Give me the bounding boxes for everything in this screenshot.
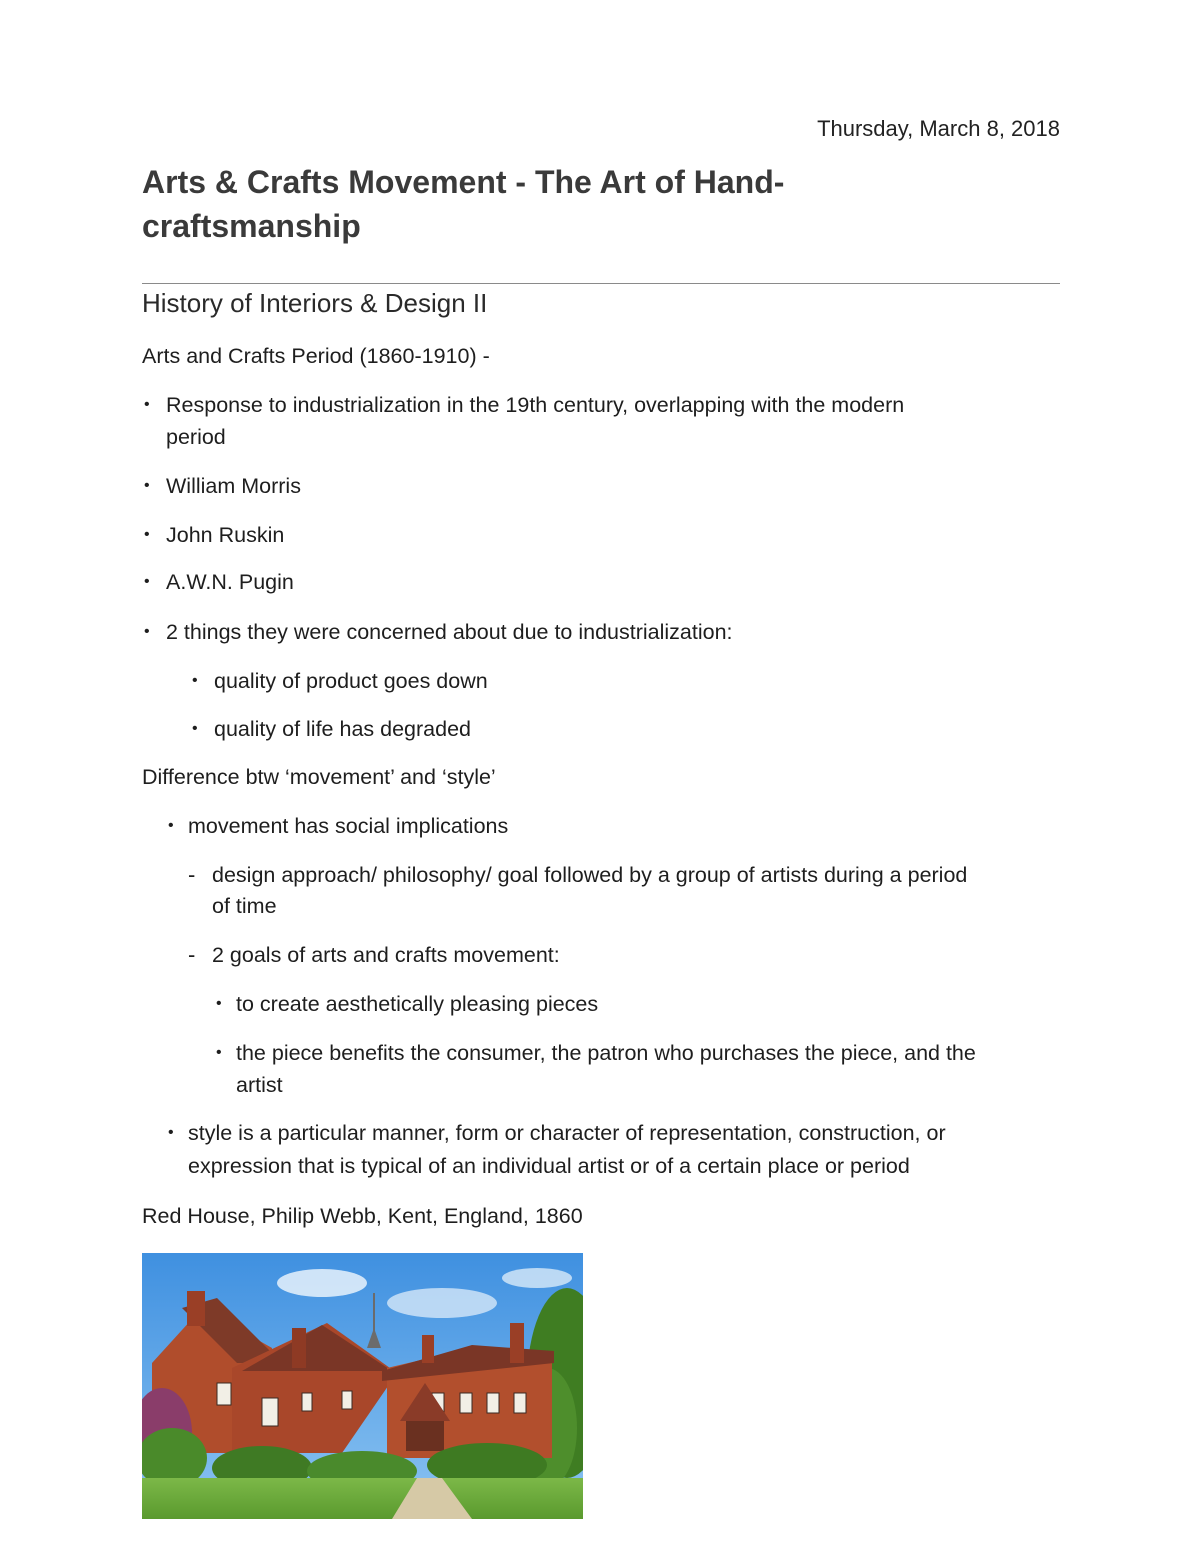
red-house-photo: [142, 1253, 583, 1519]
period-heading: Arts and Crafts Period (1860-1910) -: [142, 344, 490, 368]
list-item-style-line1: style is a particular manner, form or character of representation, construction, or: [188, 1121, 946, 1145]
red-house-caption: Red House, Philip Webb, Kent, England, 1860: [142, 1204, 583, 1228]
list-item-concerns: 2 things they were concerned about due to industrialization:: [166, 620, 733, 644]
page-title: [142, 160, 1042, 248]
document-date: Thursday, March 8, 2018: [817, 116, 1060, 141]
title-divider: [142, 283, 1060, 284]
dash-item-design-approach-line1: design approach/ philosophy/ goal followed by a group of artists during a period: [212, 863, 968, 887]
sub-item-goal-benefits-line1: the piece benefits the consumer, the patron who purchases the piece, and the: [236, 1041, 976, 1065]
bullet-marker: •: [216, 995, 222, 1012]
bullet-marker: •: [192, 672, 198, 689]
list-item-style-line2: expression that is typical of an individual artist or of a certain place or period: [188, 1154, 910, 1178]
sub-item-quality-product: quality of product goes down: [214, 669, 488, 693]
list-item-response-line2: period: [166, 425, 226, 449]
sub-item-goal-aesthetic: to create aesthetically pleasing pieces: [236, 992, 599, 1016]
section-subtitle: History of Interiors & Design II: [142, 288, 488, 318]
bullet-marker: •: [144, 477, 150, 494]
title-line-1: Arts & Crafts Movement - The Art of Hand-: [142, 164, 785, 200]
dash-item-design-approach-line2: of time: [212, 894, 277, 918]
bullet-marker: •: [216, 1044, 222, 1061]
bullet-marker: •: [144, 396, 150, 413]
list-item-john-ruskin: John Ruskin: [166, 523, 285, 547]
dash-marker: -: [188, 862, 196, 887]
bullet-marker: •: [192, 720, 198, 737]
list-item-pugin: A.W.N. Pugin: [166, 570, 294, 594]
bullet-marker: •: [168, 1124, 174, 1141]
list-item-response-line1: Response to industrialization in the 19th century, overlapping with the modern: [166, 393, 905, 417]
list-item-movement: movement has social implications: [188, 814, 509, 838]
bullet-marker: •: [144, 526, 150, 543]
difference-heading: Difference btw ‘movement’ and ‘style’: [142, 765, 496, 789]
sub-item-quality-life: quality of life has degraded: [214, 717, 471, 741]
title-line-2: craftsmanship: [142, 208, 361, 244]
sub-item-goal-benefits-line2: artist: [236, 1073, 283, 1097]
dash-marker: -: [188, 942, 196, 967]
bullet-marker: •: [144, 573, 150, 590]
bullet-marker: •: [168, 817, 174, 834]
list-item-william-morris: William Morris: [166, 474, 301, 498]
dash-item-two-goals: 2 goals of arts and crafts movement:: [212, 943, 560, 967]
bullet-marker: •: [144, 623, 150, 640]
